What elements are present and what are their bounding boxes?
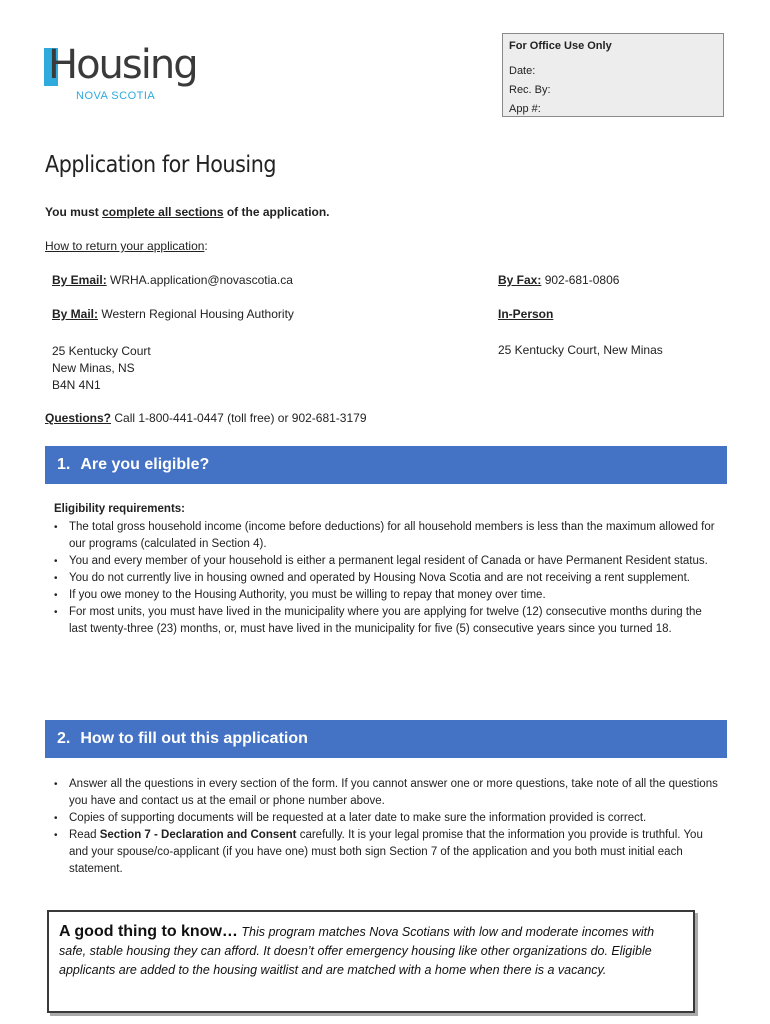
email-label: By Email: <box>52 273 107 287</box>
list-item: • The total gross household income (income before deductions) for all household members is less than the maximum allowed for our programs (calculated in Section 4). <box>54 519 720 553</box>
list-item: • You and every member of your household is either a permanent legal resident of Canada or have Permanent Resident status. <box>54 553 720 570</box>
section-1-number: 1. <box>57 456 71 473</box>
mail-address-line: 25 Kentucky Court <box>52 344 151 358</box>
list-item <box>54 827 720 878</box>
mail-label: By Mail: <box>52 307 99 321</box>
mail-line <box>52 307 294 321</box>
mail-address-line: New Minas, NS <box>52 361 135 375</box>
eligibility-label: Eligibility requirements: <box>54 503 185 515</box>
item3-pre: Read <box>69 829 100 841</box>
questions-phone: Call 1-800-441-0447 (toll free) or 902-681-3179 <box>111 411 367 425</box>
good-to-know-text: This program matches Nova Scotians with low and moderate incomes with safe, stable housing they can afford. It doesn’t offer emergency housing like other organizations do. Eligible applicants are added to the housing waitlist and are matched with a home when there is a vacancy. <box>59 925 655 977</box>
list-item: • You do not currently live in housing owned and operated by Housing Nova Scotia and are not receiving a rent supplement. <box>54 570 720 587</box>
section-2-header <box>45 720 727 758</box>
fax-value: 902-681-0806 <box>541 273 620 287</box>
email-line <box>52 273 293 287</box>
office-use-title: For Office Use Only <box>509 40 612 52</box>
mail-address <box>52 343 151 394</box>
list-item: • Copies of supporting documents will be requested at a later date to make sure the information provided is correct. <box>54 810 720 827</box>
inperson-address: 25 Kentucky Court, New Minas <box>498 343 663 357</box>
questions-line <box>45 411 367 425</box>
section-1-title: Are you eligible? <box>80 456 210 473</box>
mail-address-line: B4N 4N1 <box>52 378 101 392</box>
inperson-label: In-Person <box>498 307 554 321</box>
good-to-know-box <box>47 910 695 1013</box>
item3-bold: Section 7 - Declaration and Consent <box>99 829 297 841</box>
email-value[interactable]: WRHA.application@novascotia.ca <box>106 273 293 287</box>
office-rec-label: Rec. By: <box>509 84 551 96</box>
page-title: Application for Housing <box>45 152 277 178</box>
office-use-box <box>502 33 724 117</box>
eligibility-list <box>54 519 720 638</box>
housing-nova-scotia-logo <box>44 42 197 106</box>
office-date-label: Date: <box>509 65 536 77</box>
logo-wordmark: Housing <box>48 42 197 88</box>
intro-emphasis: complete all sections <box>102 205 224 219</box>
intro-line <box>45 205 330 219</box>
list-item: • For most units, you must have lived in the municipality where you are applying for twelve (12) consecutive months during the last twenty-three (23) months, or, must have lived in the municipality for five (5) consecutive years since you turned 18. <box>54 604 720 638</box>
list-item: • If you owe money to the Housing Authority, you must be willing to repay that money over time. <box>54 587 720 604</box>
questions-label: Questions? <box>45 411 112 425</box>
intro-pre: You must <box>45 205 103 219</box>
section-2-title: How to fill out this application <box>80 730 308 747</box>
how-to-return-label: How to return your application <box>45 239 205 253</box>
how-to-return <box>45 239 208 253</box>
office-app-label: App #: <box>509 103 541 115</box>
logo-subtitle: NOVA SCOTIA <box>76 90 156 102</box>
instructions-list <box>54 776 720 878</box>
good-to-know-heading: A good thing to know… <box>59 923 238 940</box>
intro-post: of the application. <box>223 205 330 219</box>
mail-value: Western Regional Housing Authority <box>98 307 294 321</box>
item3-post: carefully. It is your legal promise that the information you provide is truthful. You and your spouse/co-applicant (if you have one) must both sign Section 7 of the application and you both must initial each statement. <box>69 829 703 875</box>
section-2-number: 2. <box>57 730 71 747</box>
how-to-return-colon: : <box>204 239 208 253</box>
section-1-header <box>45 446 727 484</box>
fax-line <box>498 273 619 287</box>
fax-label: By Fax: <box>498 273 542 287</box>
list-item: • Answer all the questions in every section of the form. If you cannot answer one or more questions, take note of all the questions you have and contact us at the email or phone number above. <box>54 776 720 810</box>
